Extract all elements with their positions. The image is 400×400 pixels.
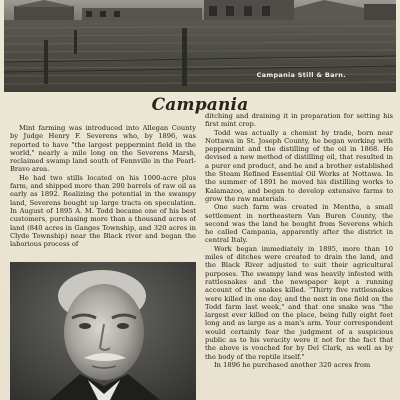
- paragraph: He had two stills located on his 1000-acre plus farm, and shipped more than 200 barrels of raw oil as early as 1892. Realizing the potential in the swampy land, Severens bought up large tracts on speculation. In August of 1895 A. M. Todd became one of his best customers, purchasing more than a thousand acres of land (840 acres in Ganges Township, and 320 acres in Clyde Township) near the Black river and began the laborious process of: [10, 173, 196, 249]
- paragraph: ditching and draining it in preparation for setting his first mint crop.: [205, 112, 393, 129]
- paragraph: Work began immediately in 1895, more than 10 miles of ditches were created to drain the land, and the Black River adjusted to suit their agricultural purposes. The swampy land was heavily infested with rattlesnakes and the newspaper kept a running account of the snakes killed. "Thirty five rattlesnakes were killed in one day, and the next in one field on the Todd farm last week," and that one snake was "the largest ever killed on the place, being fully eight feet long and as large as a man's arm. Your correspondent would certainly fear the judgment of a suspicious public as to his veracity were it not for the fact that the above is vouched for by Del Clark, as well as by the body of the reptile itself.": [205, 244, 393, 361]
- still-and-barn-photo: [4, 0, 396, 92]
- paragraph: In 1896 he purchased another 320 acres from: [214, 360, 371, 369]
- paragraph: Mint farming was introduced into Allegan County by Judge Henry F. Severens who, by 1896, was reported to have "the largest peppermint field in the world," nearly a mile long on the Severens Marsh, reclaimed swamp land south of Fennville in the Pearl-Bravo area.: [10, 124, 196, 174]
- paragraph: One such farm was created in Mentha, a small settlement in northeastern Van Buren County, the second was the land he bought from Severens which he called Campania, apparently after the district in central Italy.: [205, 203, 393, 245]
- paragraph: Todd was actually a chemist by trade, born near Nottawa in St. Joseph County, he began working with peppermint and the distilling of the oil in 1868. He devised a new method of distilling oil, that resulted in a purer end product, and he and a brother established the Steam Refined Essential Oil Works at Nottawa. In the summer of 1891 he moved his distilling works to Kalamazoo, and began to develop extensive farms to grow the raw materials.: [205, 128, 393, 203]
- photo-caption: Campania Still & Barn.: [256, 71, 346, 79]
- right-column: [205, 112, 393, 392]
- article-title: Campania: [151, 95, 249, 115]
- left-column: [10, 124, 196, 256]
- portrait-photo: [10, 262, 196, 400]
